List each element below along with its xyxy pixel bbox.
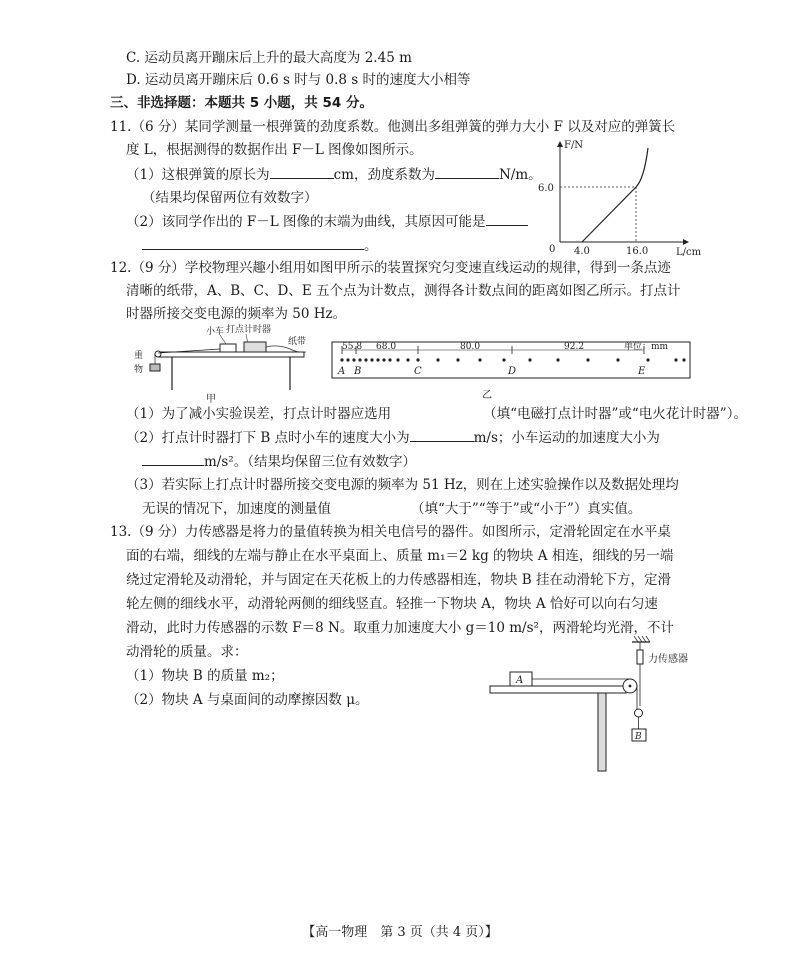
- timer: [244, 342, 266, 352]
- q11-blank-stiffness[interactable]: [435, 164, 499, 179]
- cart: [220, 344, 236, 352]
- f-l-graph: [538, 134, 718, 258]
- q12-part2-b: m/s；小车运动的加速度大小为: [473, 430, 660, 446]
- q13-part1: （1）物块 B 的质量 m₂；: [126, 668, 284, 684]
- q12-part3-line1: （3）若实际上打点计时器所接交变电源的频率为 51 Hz，则在上述实验操作以及数据处理均: [126, 477, 679, 493]
- point-a: A: [338, 366, 346, 377]
- q11-part1-c: N/m。: [498, 167, 542, 183]
- pulley-figure: [488, 634, 728, 776]
- dist-ab: 55.8: [342, 342, 363, 352]
- q11-part1-a: （1）这根弹簧的原长为: [126, 167, 270, 183]
- sensor-label: 力传感器: [648, 654, 688, 665]
- q13-line1: 13.（9 分）力传感器是将力的量值转换为相关电信号的器件。如图所示，定滑轮固定在水平桌: [110, 524, 671, 540]
- label-timer: 打点计时器: [226, 325, 272, 335]
- q12-line1: 12.（9 分）学校物理兴趣小组用如图甲所示的装置探究匀变速直线运动的规律，得到一条点迹: [110, 260, 671, 276]
- q11-blank-reason2[interactable]: [142, 235, 364, 250]
- q12-part1: [126, 403, 747, 424]
- q13-line2: 面的右端，细线的左端与静止在水平桌面上、质量 m₁＝2 kg 的物块 A 相连，细线的另一端: [126, 548, 674, 564]
- table-top: [158, 352, 304, 357]
- x-unit-label: L/cm: [676, 247, 702, 258]
- q12-blank-acceleration[interactable]: [142, 451, 204, 466]
- caption-yi: 乙: [482, 390, 492, 401]
- pulley: [155, 351, 161, 357]
- q12-part3-c: （填“大于”“等于”或“小于”）真实值。: [411, 501, 642, 517]
- tape-unit: 单位：mm: [624, 342, 669, 352]
- hanging-weight: [150, 364, 160, 371]
- point-d: D: [508, 366, 517, 377]
- q12-part2-c: m/s²。（结果均保留三位有效数字）: [204, 454, 416, 470]
- origin-label: 0: [549, 244, 556, 255]
- q11-line1: 11.（6 分）某同学测量一根弹簧的劲度系数。他测出多组弹簧的弹力大小 F 以及对应的弹簧长: [110, 119, 676, 135]
- q13-line3: 绕过定滑轮及动滑轮，并与固定在天花板上的力传感器相连，物块 B 挂在动滑轮下方，定滑: [126, 572, 672, 588]
- block-b-label: B: [635, 732, 642, 742]
- point-b: B: [354, 366, 362, 377]
- option-c: C. 运动员离开蹦床后上升的最大高度为 2.45 m: [126, 50, 412, 66]
- label-car: 小车: [206, 327, 225, 337]
- label-tape: 纸带: [288, 337, 307, 347]
- label-weight-1: 重: [134, 351, 144, 361]
- table-surface: [490, 686, 626, 693]
- q11-part2-end: 。: [364, 238, 378, 254]
- option-d: D. 运动员离开蹦床后 0.6 s 时与 0.8 s 时的速度大小相等: [126, 72, 471, 88]
- caption-jia: 甲: [206, 394, 216, 404]
- page-footer: 【高一物理 第 3 页（共 4 页）】: [302, 925, 498, 940]
- q12-part2-a: （2）打点计时器打下 B 点时小车的速度大小为: [126, 430, 410, 446]
- section-title: 三、非选择题：本题共 5 小题，共 54 分。: [110, 95, 373, 111]
- q13-line6: 动滑轮的质量。求：: [126, 644, 248, 660]
- q12-part2-cont: [142, 451, 416, 472]
- dist-de: 92.2: [564, 342, 585, 352]
- q12-part1-a: （1）为了减小实验误差，打点计时器应选用: [126, 406, 392, 422]
- q12-blank-timer[interactable]: [391, 403, 483, 418]
- force-sensor: [637, 650, 643, 664]
- figure-jia: [128, 322, 314, 404]
- q12-line3: 时器所接交变电源的频率为 50 Hz。: [126, 306, 347, 322]
- block-a-label: A: [516, 675, 524, 686]
- table-leg: [598, 693, 606, 771]
- q11-part2-text: （2）该同学作出的 F－L 图像的末端为曲线，其原因可能是: [126, 214, 486, 230]
- q11-part2-cont: [142, 235, 378, 256]
- q11-note: （结果均保留两位有效数字）: [142, 190, 318, 206]
- label-weight-2: 物: [134, 365, 144, 375]
- x-tick-label-2: 16.0: [626, 246, 649, 257]
- point-e: E: [638, 366, 646, 377]
- q12-part3-line2: [142, 498, 641, 519]
- q11-line2: 度 L，根据测得的数据作出 F－L 图像如图所示。: [126, 142, 423, 158]
- q12-blank-compare[interactable]: [331, 498, 411, 513]
- y-unit-label: F/N: [564, 140, 584, 151]
- dist-cd: 80.0: [460, 342, 481, 352]
- q12-part3-b: 无误的情况下，加速度的测量值: [142, 501, 331, 517]
- q11-blank-reason1[interactable]: [486, 211, 528, 226]
- dist-bc: 68.0: [376, 342, 397, 352]
- q13-line5: 滑动，此时力传感器的示数 F＝8 N。取重力加速度大小 g＝10 m/s²，两滑轮均光滑，不计: [126, 620, 674, 636]
- y-tick-label: 6.0: [538, 183, 554, 194]
- q12-part2: [126, 427, 660, 448]
- point-c: C: [414, 366, 422, 377]
- q12-part1-b: （填“电磁打点计时器”或“电火花计时器”）。: [483, 406, 747, 422]
- q11-part1: [126, 164, 542, 185]
- f-l-curve: [582, 148, 648, 242]
- q11-part1-b: cm，劲度系数为: [333, 167, 435, 183]
- q13-line4: 轮左侧的细线水平，动滑轮两侧的细线竖直。轻推一下物块 A，物块 A 恰好可以向右匀速: [126, 596, 658, 612]
- q11-part2: [126, 211, 528, 232]
- q12-line2: 清晰的纸带，A、B、C、D、E 五个点为计数点，测得各计数点间的距离如图乙所示。打点计: [126, 283, 681, 299]
- movable-pulley: [635, 709, 643, 717]
- figure-yi: [326, 336, 696, 404]
- q11-blank-length[interactable]: [270, 164, 334, 179]
- q13-part2: （2）物块 A 与桌面间的动摩擦因数 μ。: [126, 692, 369, 708]
- x-tick-label-1: 4.0: [574, 246, 590, 257]
- q12-blank-velocity[interactable]: [410, 427, 474, 442]
